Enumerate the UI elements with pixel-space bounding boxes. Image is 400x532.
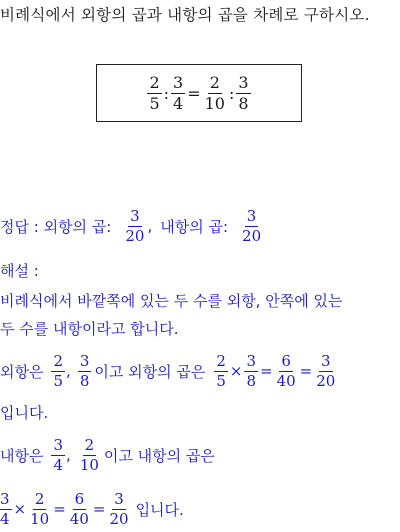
- inner-terms-line: [0, 432, 400, 478]
- numerator: 6: [281, 352, 291, 370]
- numerator: 6: [74, 490, 85, 508]
- numerator: 3: [53, 436, 64, 454]
- times-symbol: ×: [13, 500, 27, 518]
- explanation-title: 해설 :: [0, 262, 39, 280]
- denominator: 4: [53, 455, 64, 474]
- denominator: 5: [216, 371, 226, 390]
- outer-product-fraction: [123, 208, 146, 244]
- equals-symbol: =: [187, 83, 201, 103]
- inner-end-text: 입니다.: [135, 500, 184, 519]
- fraction: [171, 74, 185, 112]
- numerator: 3: [246, 352, 256, 370]
- fraction: [214, 353, 228, 389]
- numerator: 2: [216, 352, 226, 370]
- equals-symbol: =: [53, 500, 66, 518]
- proportion-equation-box: [96, 64, 302, 122]
- outer-prefix: 외항은: [0, 362, 44, 381]
- numerator: 2: [53, 352, 64, 370]
- inner-product-fraction: [240, 208, 263, 244]
- fraction: [275, 353, 298, 389]
- denominator: 8: [246, 371, 256, 390]
- numerator: 3: [246, 207, 257, 225]
- comma: ,: [147, 217, 153, 235]
- fraction: [28, 491, 51, 527]
- denominator: 8: [79, 371, 90, 390]
- denominator: 10: [30, 509, 50, 528]
- denominator: 20: [109, 509, 129, 528]
- inner-product-label: 내항의 곱:: [160, 217, 229, 236]
- denominator: 40: [69, 509, 89, 528]
- fraction: [244, 353, 258, 389]
- fraction: [51, 353, 65, 389]
- fraction: [78, 437, 101, 473]
- fraction: [78, 353, 92, 389]
- denominator: 10: [79, 455, 99, 474]
- fraction: [0, 491, 12, 527]
- comma: ,: [66, 362, 71, 380]
- fraction: [147, 74, 161, 112]
- explanation-line-2: 두 수를 내항이라고 합니다.: [0, 320, 179, 338]
- fraction: [203, 74, 227, 112]
- question-text: 비례식에서 외항의 곱과 내항의 곱을 차례로 구하시오.: [0, 6, 370, 24]
- numerator: 2: [34, 490, 45, 508]
- denominator: 5: [149, 93, 160, 113]
- colon-symbol: :: [163, 83, 170, 103]
- numerator: 3: [173, 72, 184, 92]
- comma: ,: [66, 446, 71, 464]
- colon-symbol: :: [228, 83, 235, 103]
- inner-calc-line: [0, 486, 400, 532]
- fraction: [314, 353, 337, 389]
- times-symbol: ×: [229, 362, 243, 380]
- inner-prefix: 내항은: [0, 446, 44, 465]
- denominator: 5: [53, 371, 64, 390]
- answer-line: [0, 204, 400, 248]
- denominator: 8: [238, 93, 249, 113]
- denominator: 10: [204, 93, 225, 113]
- numerator: 3: [79, 352, 90, 370]
- fraction: [51, 437, 65, 473]
- numerator: 3: [130, 207, 140, 225]
- denominator: 20: [316, 371, 336, 390]
- outer-end-text: 입니다.: [0, 404, 49, 422]
- denominator: 4: [173, 93, 184, 113]
- inner-mid-text: 이고 내항의 곱은: [103, 446, 215, 465]
- equals-symbol: =: [260, 362, 273, 380]
- fraction: [107, 491, 130, 527]
- outer-mid-text: 이고 외항의 곱은: [94, 362, 206, 381]
- equals-symbol: =: [92, 500, 106, 518]
- numerator: 3: [238, 72, 249, 92]
- numerator: 2: [84, 436, 95, 454]
- fraction: [68, 491, 91, 527]
- denominator: 40: [276, 371, 296, 390]
- outer-terms-line: [0, 348, 400, 394]
- answer-label: 정답 : 외항의 곱:: [0, 217, 112, 236]
- denominator: 4: [0, 509, 10, 528]
- fraction: [236, 74, 250, 112]
- numerator: 3: [321, 352, 331, 370]
- equals-symbol: =: [299, 362, 313, 380]
- denominator: 20: [125, 226, 145, 245]
- numerator: 3: [0, 490, 10, 508]
- denominator: 20: [242, 226, 262, 245]
- numerator: 2: [149, 72, 160, 92]
- explanation-line-1: 비례식에서 바깥쪽에 있는 두 수를 외항, 안쪽에 있는: [0, 292, 343, 310]
- numerator: 2: [209, 72, 220, 92]
- numerator: 3: [114, 490, 124, 508]
